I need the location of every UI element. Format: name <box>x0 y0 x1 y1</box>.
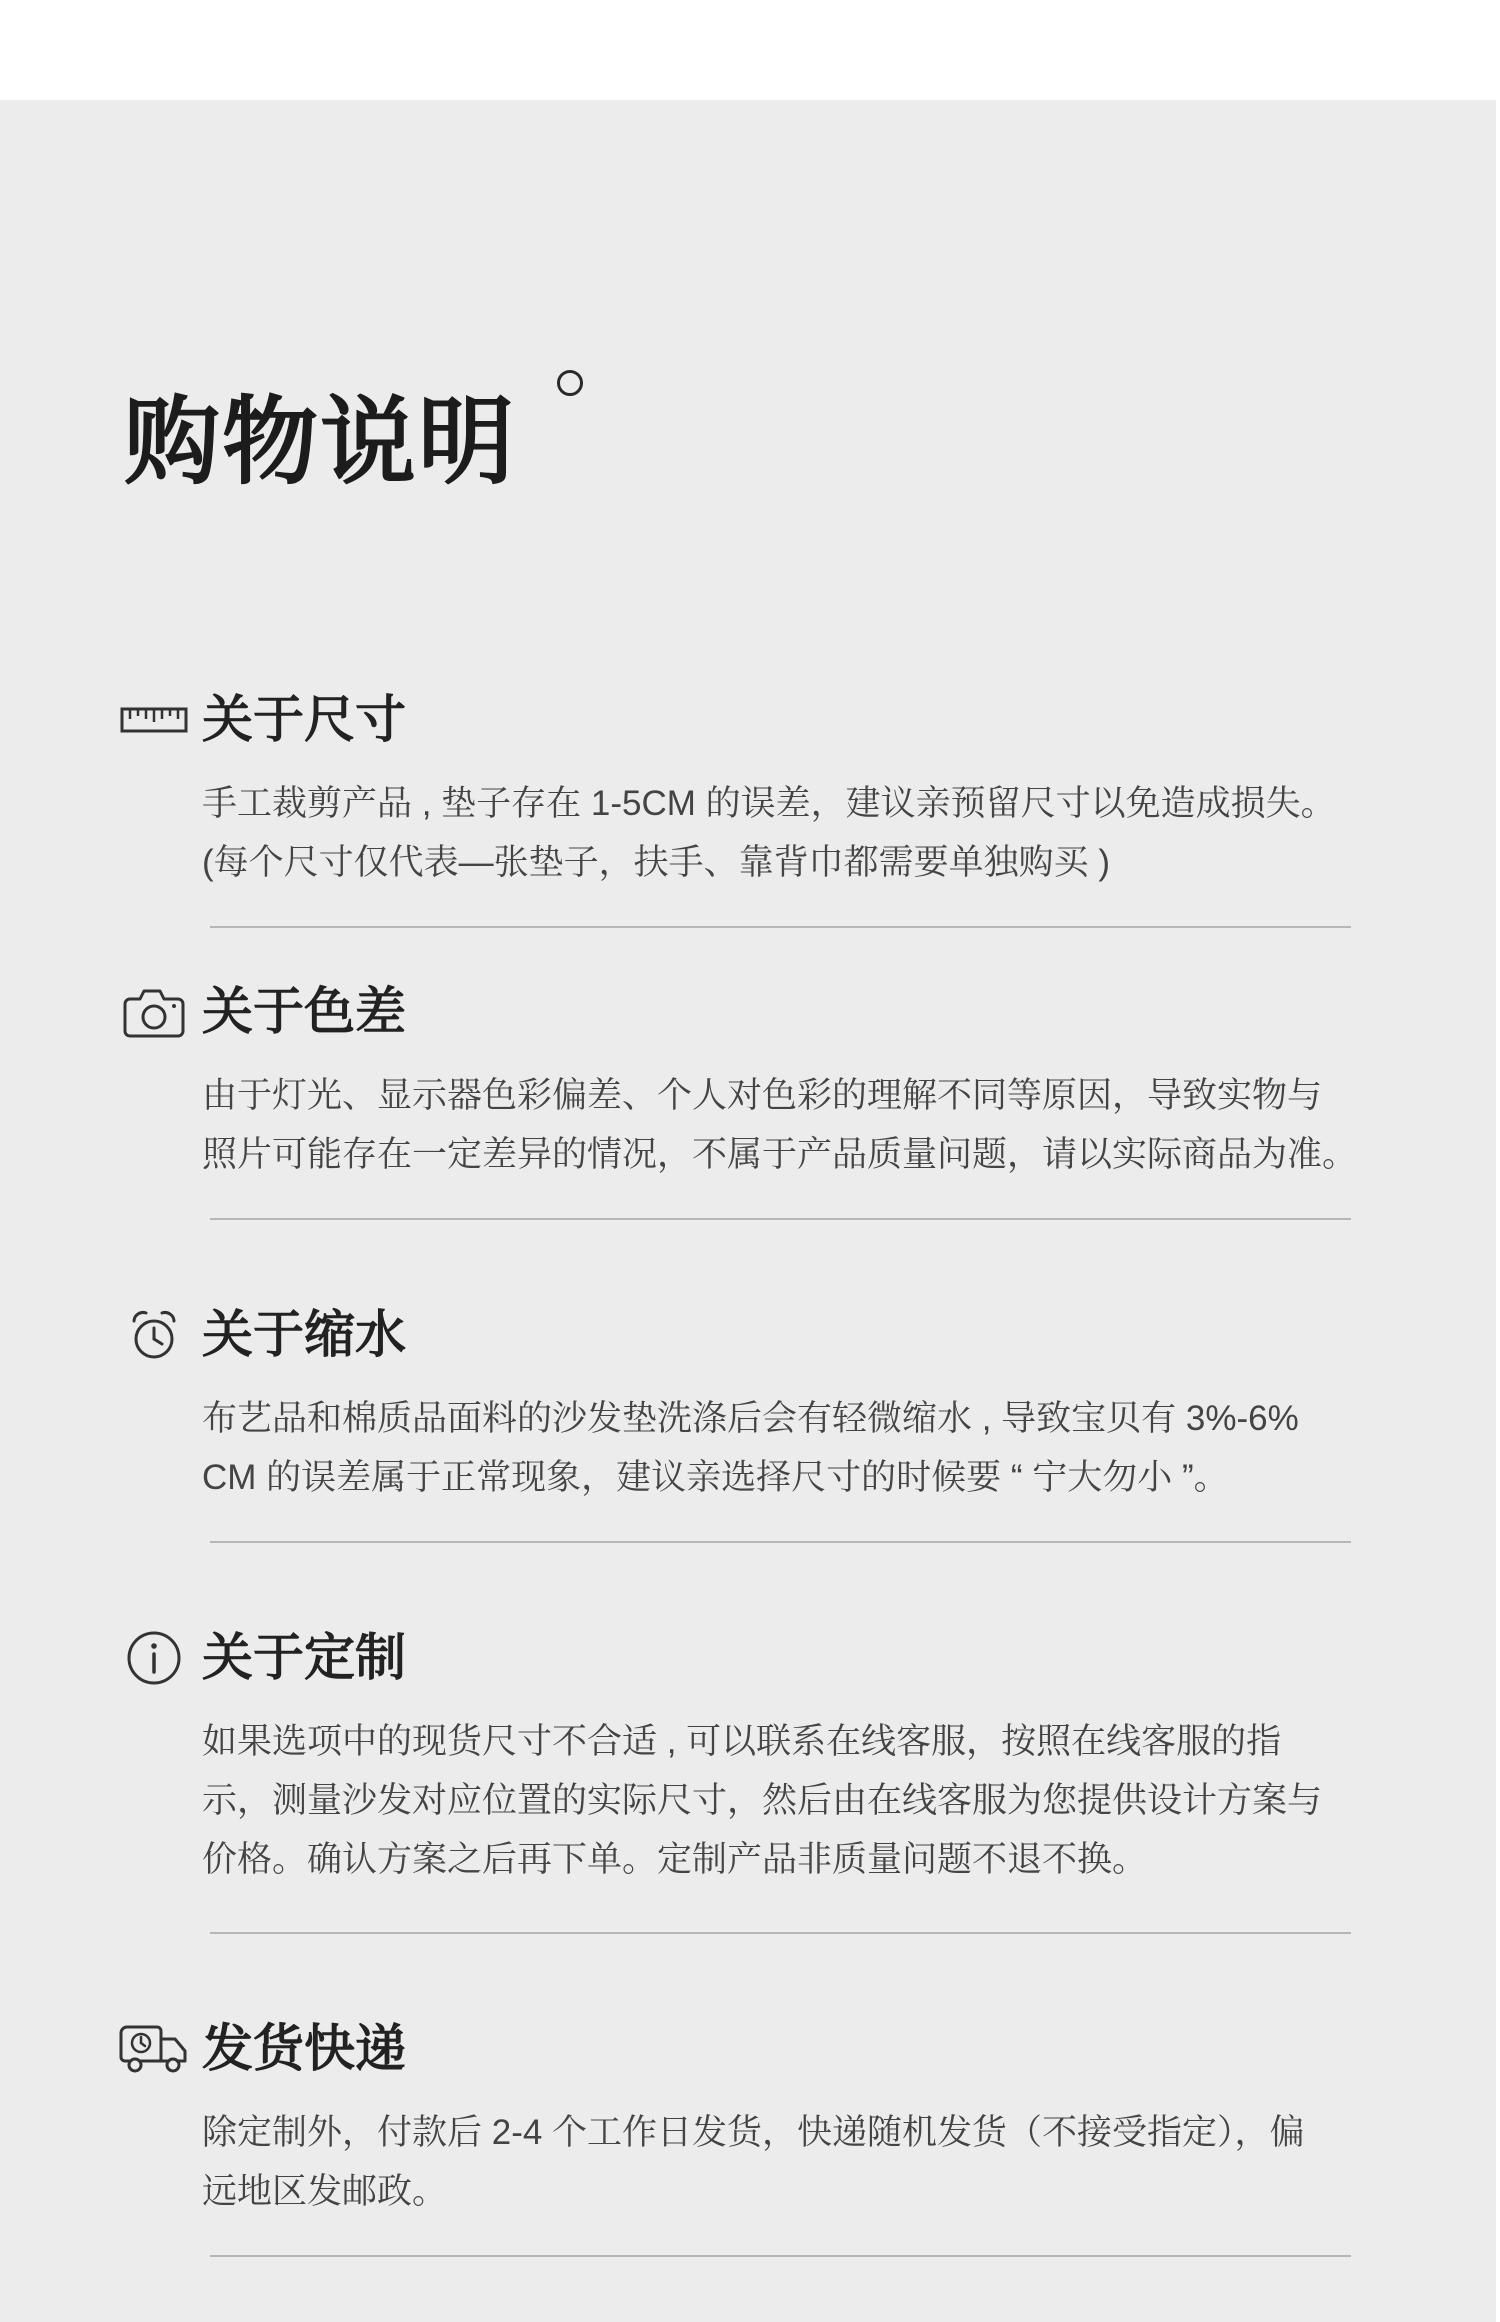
section-body <box>202 1389 1299 1507</box>
section-divider <box>210 1218 1351 1220</box>
body-line: 如果选项中的现货尺寸不合适 , 可以联系在线客服，按照在线客服的指 <box>202 1722 1282 1761</box>
body-line: 示，测量沙发对应位置的实际尺寸，然后由在线客服为您提供设计方案与 <box>202 1781 1323 1820</box>
body-line: 价格。确认方案之后再下单。定制产品非质量问题不退不换。 <box>202 1840 1148 1879</box>
section-body <box>202 1066 1357 1184</box>
body-line: 布艺品和棉质品面料的沙发垫洗涤后会有轻微缩水 , 导致宝贝有 3%-6% <box>202 1399 1299 1438</box>
section-divider <box>210 1541 1351 1543</box>
section-divider <box>210 2255 1351 2257</box>
body-line: 照片可能存在一定差异的情况，不属于产品质量问题，请以实际商品为准。 <box>202 1135 1358 1174</box>
section-divider <box>210 1932 1351 1934</box>
body-line: (每个尺寸仅代表—张垫子，扶手、靠背巾都需要单独购买 ) <box>202 843 1111 882</box>
page-title: 购物说明 <box>124 389 516 496</box>
title-decoration-circle <box>557 370 583 396</box>
section-divider <box>210 926 1351 928</box>
section-heading: 关于定制 <box>202 1629 407 1686</box>
camera-icon <box>116 982 192 1042</box>
body-line: 由于灯光、显示器色彩偏差、个人对色彩的理解不同等原因，导致实物与 <box>202 1076 1323 1115</box>
ruler-icon <box>116 690 192 750</box>
section-heading: 关于缩水 <box>202 1306 407 1363</box>
body-line: 手工裁剪产品 , 垫子存在 1-5CM 的误差，建议亲预留尺寸以免造成损失。 <box>202 784 1336 823</box>
section-body <box>202 774 1336 892</box>
section-body <box>202 1712 1322 1889</box>
body-line: 除定制外，付款后 2-4 个工作日发货，快递随机发货（不接受指定），偏 <box>202 2113 1305 2152</box>
info-icon <box>116 1628 192 1688</box>
section-heading: 发货快递 <box>202 2020 407 2077</box>
body-line: CM 的误差属于正常现象，建议亲选择尺寸的时候要 “ 宁大勿小 ”。 <box>202 1458 1229 1497</box>
section-body <box>202 2103 1305 2221</box>
body-line: 远地区发邮政。 <box>202 2172 448 2211</box>
section-heading: 关于尺寸 <box>202 691 407 748</box>
delivery-truck-icon <box>116 2019 192 2079</box>
section-heading: 关于色差 <box>202 983 407 1040</box>
alarm-clock-icon <box>116 1305 192 1365</box>
